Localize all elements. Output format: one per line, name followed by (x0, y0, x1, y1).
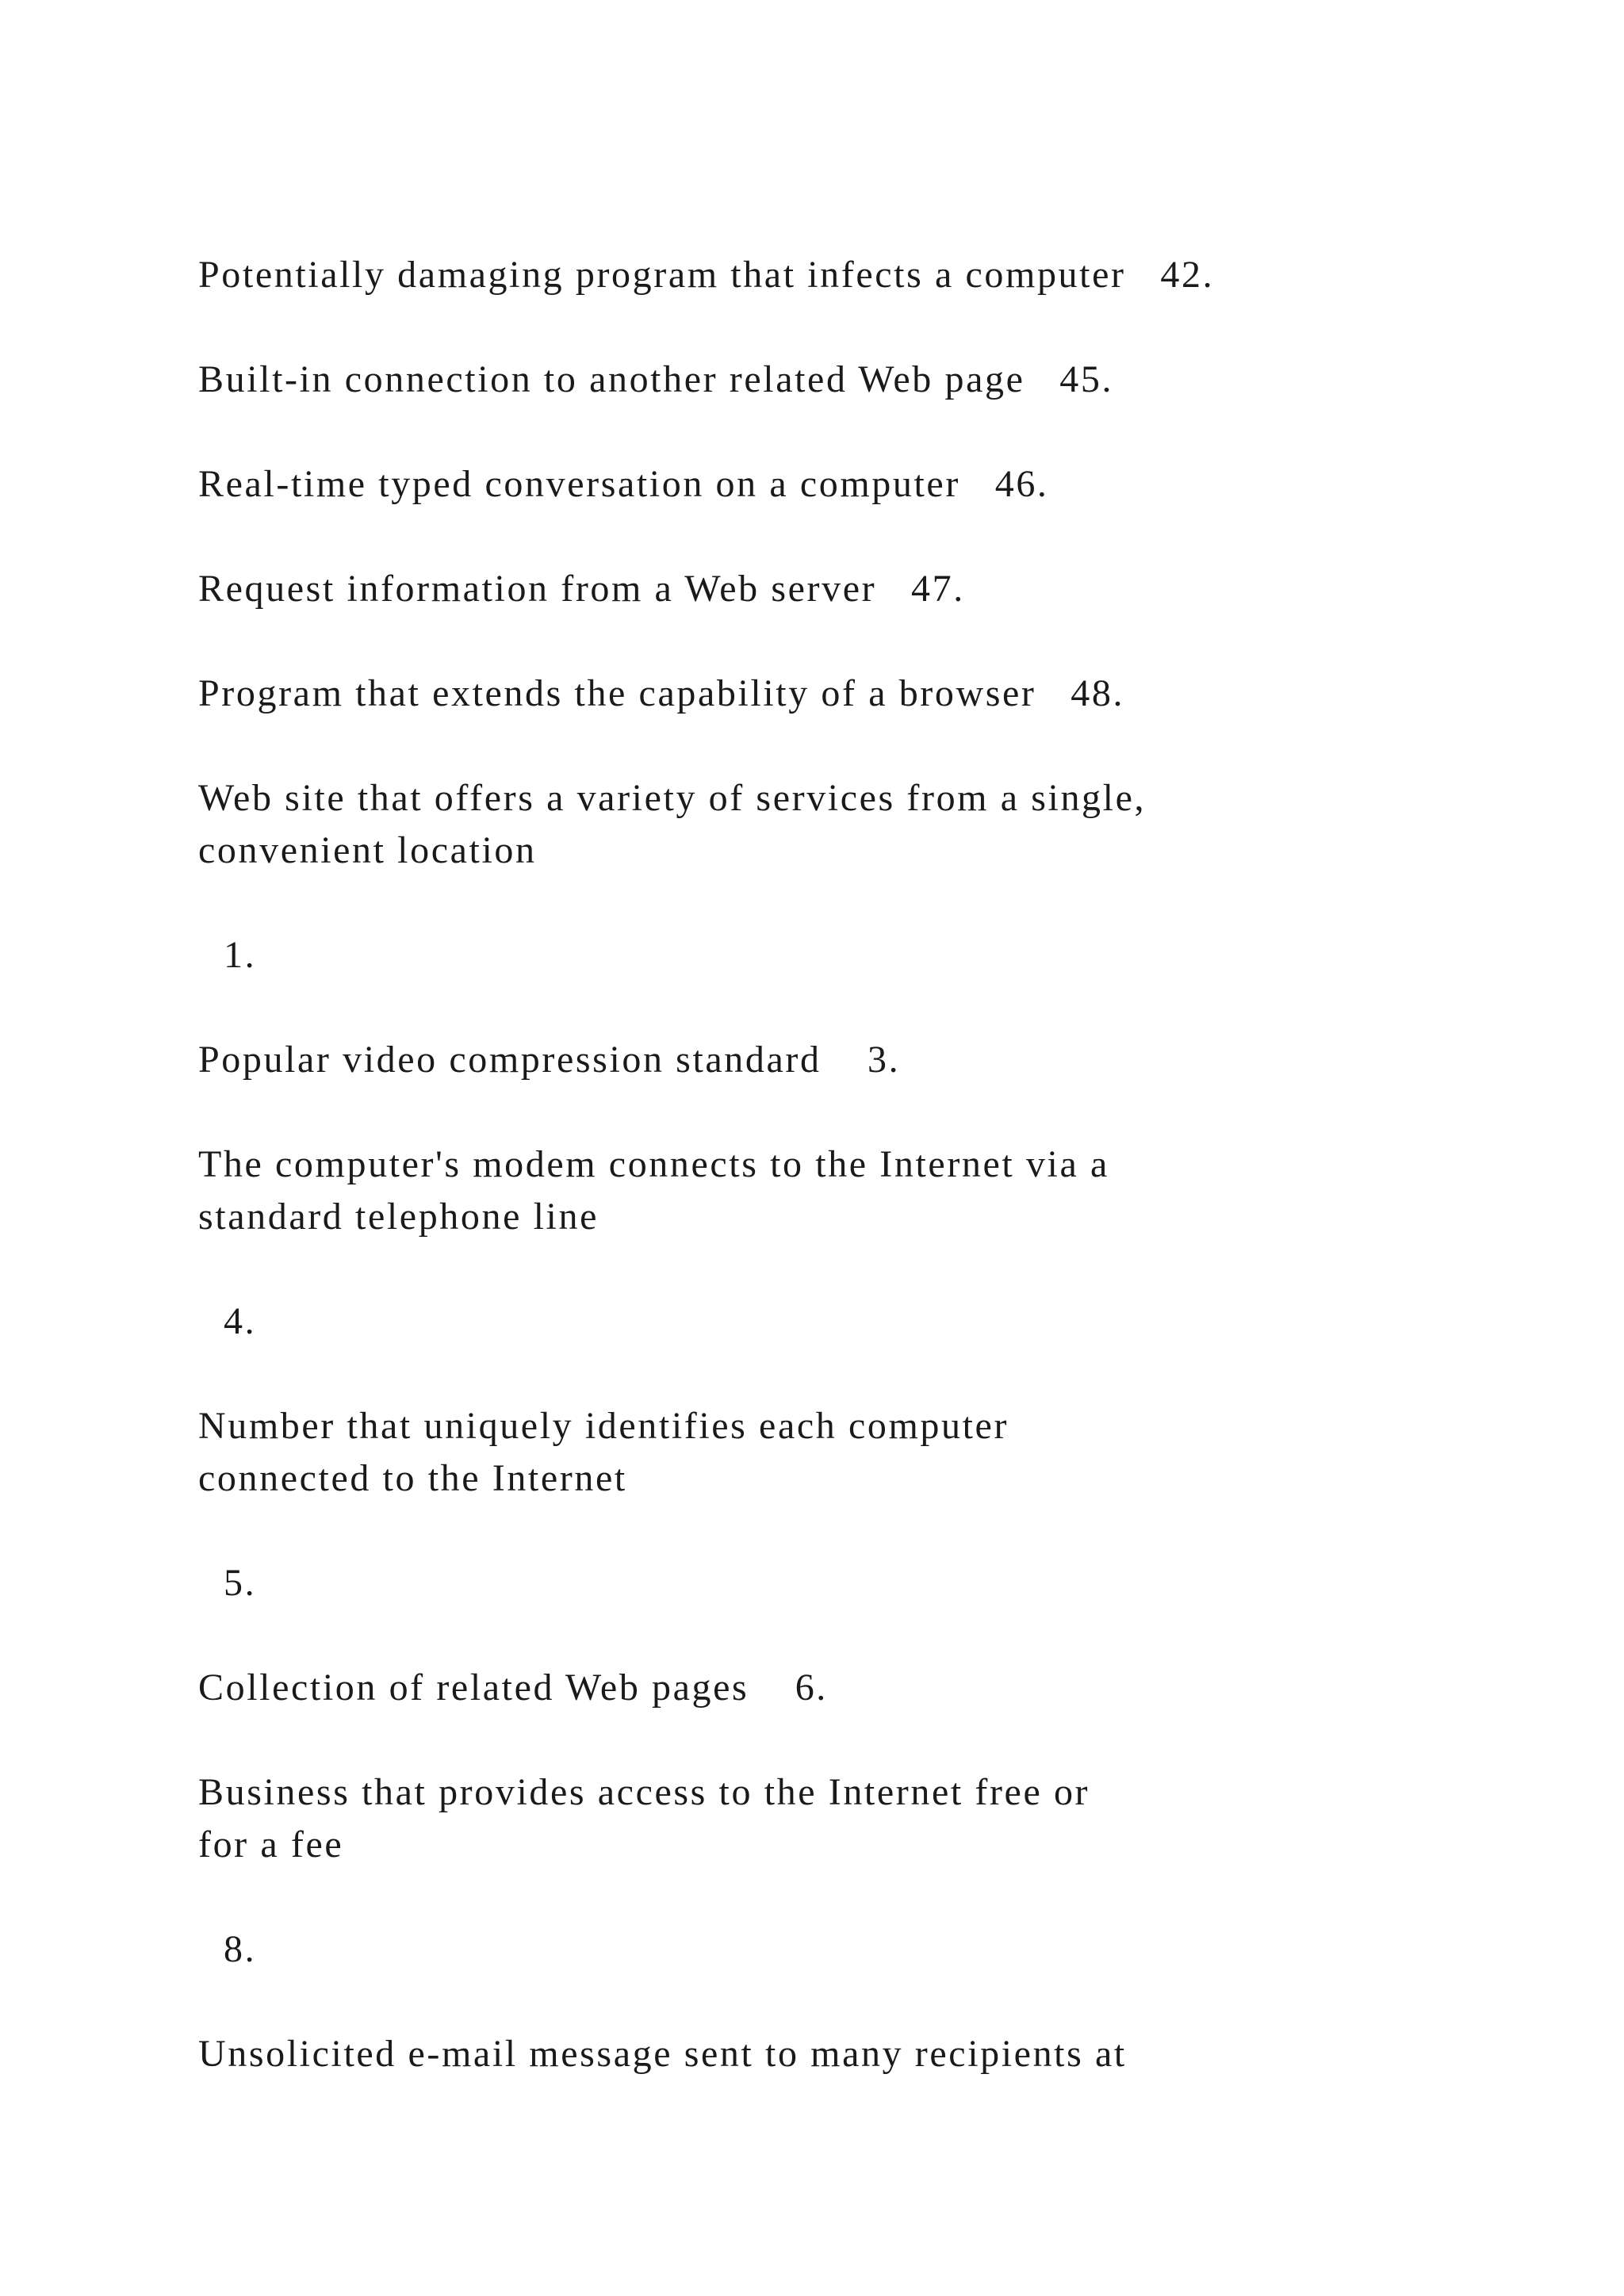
text-line: Business that provides access to the Internet free or (198, 1771, 1090, 1813)
text-line: Potentially damaging program that infects a computer 42. (198, 254, 1215, 296)
text-line: Unsolicited e-mail message sent to many recipients at (198, 2033, 1127, 2075)
text-line: connected to the Internet (198, 1457, 627, 1499)
text-line: standard telephone line (198, 1196, 599, 1238)
text-line: Collection of related Web pages 6. (198, 1667, 828, 1709)
item-number: 8. (224, 1928, 257, 1970)
item-number: 5. (224, 1562, 257, 1604)
item-number: 1. (224, 934, 257, 976)
text-line: Web site that offers a variety of services from a single, (198, 777, 1147, 819)
text-line: Real-time typed conversation on a computer 46. (198, 463, 1049, 505)
text-line: Request information from a Web server 47. (198, 568, 965, 610)
text-line: for a fee (198, 1823, 344, 1866)
text-line: Built-in connection to another related Web page 45. (198, 358, 1114, 400)
text-line: The computer's modem connects to the Internet via a (198, 1143, 1109, 1185)
text-line: Program that extends the capability of a browser 48. (198, 672, 1125, 714)
text-line: convenient location (198, 829, 537, 871)
text-line: Popular video compression standard 3. (198, 1039, 901, 1081)
item-number: 4. (224, 1300, 257, 1342)
text-line: Number that uniquely identifies each computer (198, 1405, 1009, 1447)
